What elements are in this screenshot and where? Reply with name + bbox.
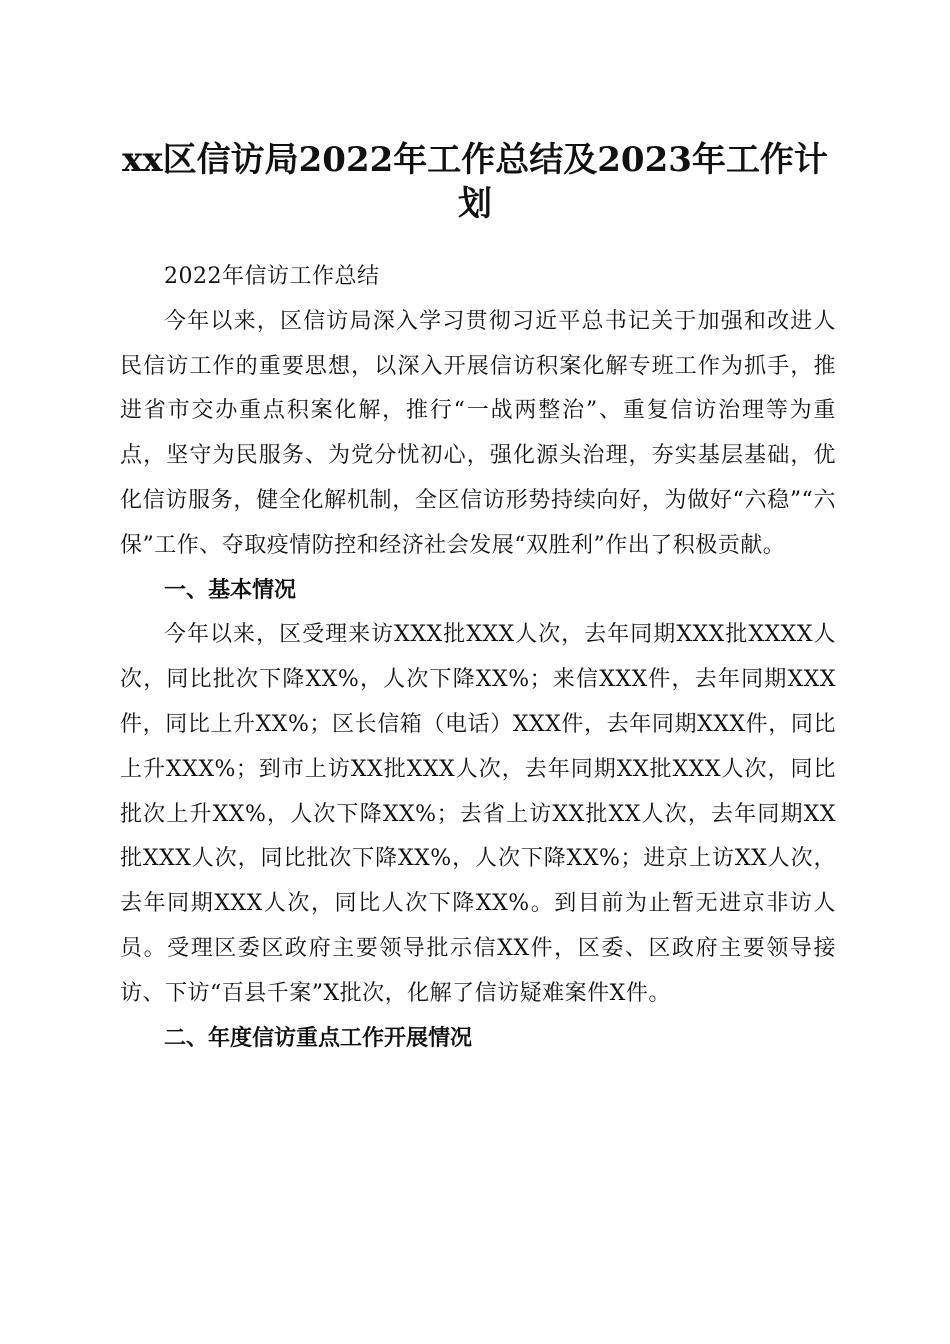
intro-paragraph: 今年以来，区信访局深入学习贯彻习近平总书记关于加强和改进人民信访工作的重要思想，以深入开展信访积案化解专班工作为抓手，推进省市交办重点积案化解，推行“一战两整治”、重复信访治理等为重点，坚守为民服务、为党分忧初心，强化源头治理，夯实基层基础，优化信访服务，健全化解机制，全区信访形势持续向好，为做好“六稳”“六保”工作、夺取疫情防控和经济社会发展“双胜利”作出了积极贡献。: [120, 308, 836, 558]
document-body: [120, 255, 836, 1061]
document-title: xx区信访局2022年工作总结及2023年工作计划: [122, 140, 828, 224]
section-heading-basic: 一、基本情况: [164, 577, 297, 603]
section-subtitle: 2022年信访工作总结: [164, 264, 380, 289]
section-heading-key-work: 二、年度信访重点工作开展情况: [164, 1025, 473, 1051]
basic-situation-paragraph: 今年以来，区受理来访XXX批XXX人次，去年同期XXX批XXXX人次，同比批次下降XX%，人次下降XX%；来信XXX件，去年同期XXX件，同比上升XX%；区长信箱（电话）XXX件，去年同期XXX件，同比上升XXX%；到市上访XX批XXX人次，去年同期XX批XXX人次，同比批次上升XX%，人次下降XX%；去省上访XX批XX人次，去年同期XX批XXX人次，同比批次下降XX%，人次下降XX%；进京上访XX人次，去年同期XXX人次，同比人次下降XX%。到目前为止暂无进京非访人员。受理区委区政府主要领导批示信XX件，区委、区政府主要领导接访、下访“百县千案”X批次，化解了信访疑难案件X件。: [120, 622, 836, 1006]
